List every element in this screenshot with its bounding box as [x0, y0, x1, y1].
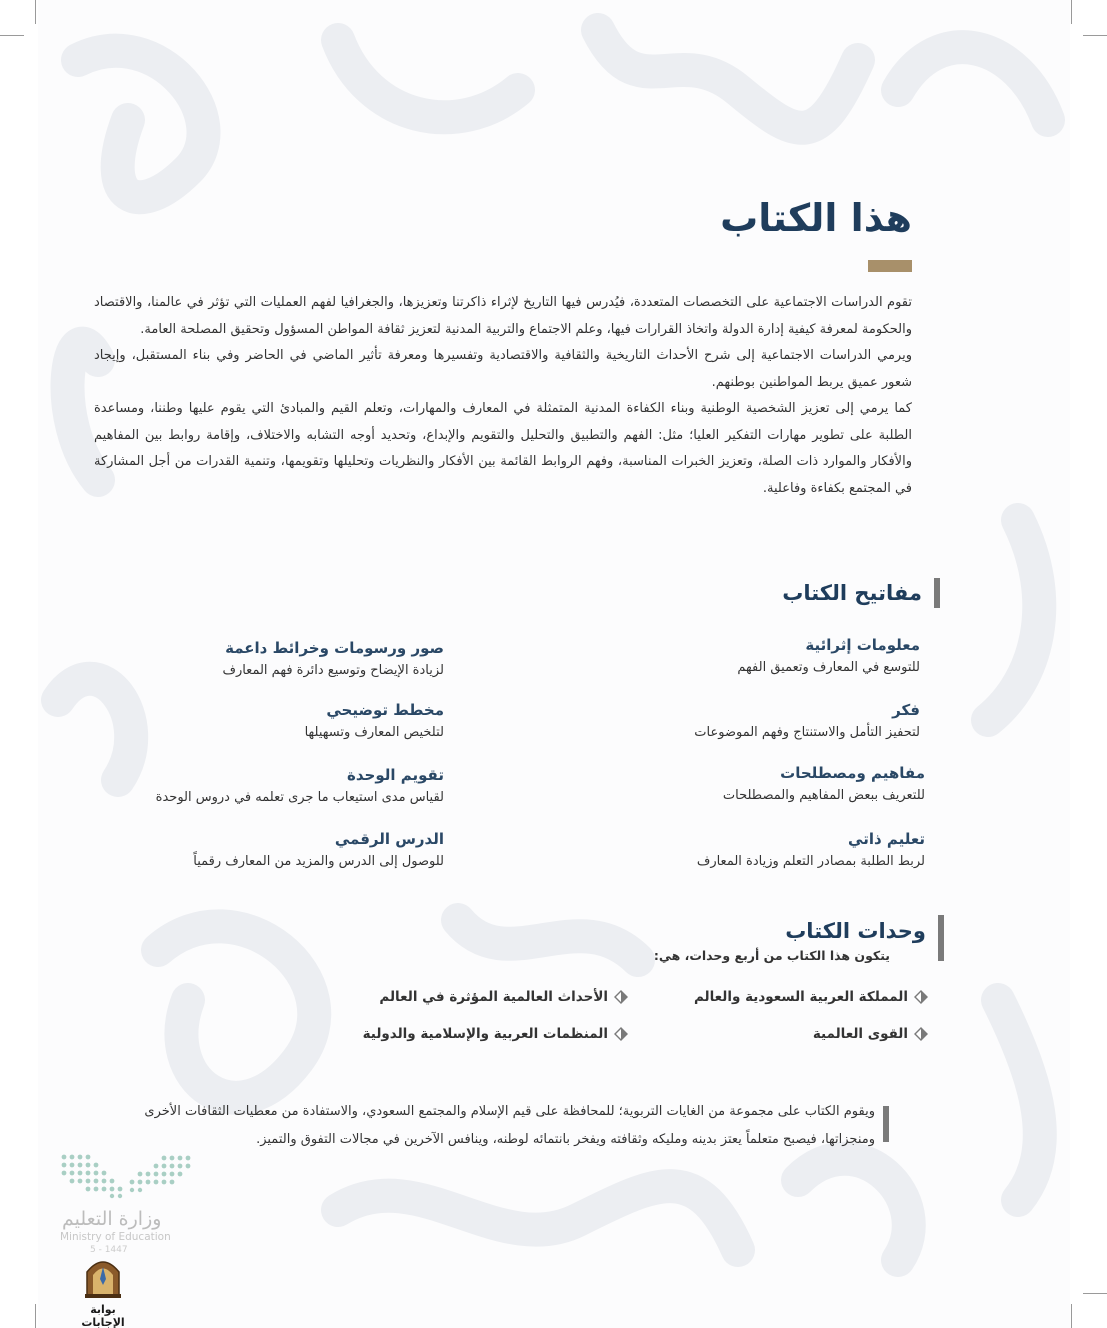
key-item-enrichment [737, 633, 920, 679]
ministry-year: 5 - 1447 [90, 1245, 128, 1255]
answers-gate-logo-icon [83, 1254, 123, 1298]
crop-mark-top-right-vertical [1071, 0, 1072, 24]
diamond-bullet-icon [914, 1027, 928, 1041]
intro-paragraph-2: ويرمي الدراسات الاجتماعية إلى شرح الأحداث التاريخية والثقافية والاقتصادية وتفسيرها ومعرفة تأثير الماضي في الحاضر وفي بناء المستقبل، وإيجاد شعور عميق يربط المواطنين بوطنهم. [94, 348, 912, 390]
key-desc: للتوسع في المعارف وتعميق الفهم [737, 660, 920, 675]
crop-mark-bottom-right [1083, 1293, 1107, 1294]
key-item-unit-assessment [156, 763, 444, 809]
crop-mark-top-right [1083, 35, 1107, 36]
diamond-bullet-icon [914, 990, 928, 1004]
key-title: تقويم الوحدة [347, 766, 444, 784]
ministry-logo [60, 1152, 210, 1255]
key-desc: لتلخيص المعارف وتسهيلها [304, 725, 444, 740]
heading-bar [934, 578, 940, 608]
unit-item [363, 1026, 628, 1042]
site-watermark [68, 1254, 138, 1328]
key-desc: لتحفيز التأمل والاستنتاج وفهم الموضوعات [694, 725, 920, 740]
heading-bar [938, 915, 944, 961]
intro-text [94, 290, 912, 502]
key-item-concepts [723, 761, 925, 807]
key-title: مخطط توضيحي [326, 701, 444, 719]
unit-item [694, 989, 928, 1005]
crop-mark-top-left-vertical [35, 0, 36, 24]
page-title: هذا الكتاب [720, 196, 912, 240]
closing-paragraph: ويقوم الكتاب على مجموعة من الغايات التربوية؛ للمحافظة على قيم الإسلام والمجتمع السعودي، والاستفادة من معطيات الثقافات الأخرى ومنجزاتها، فيصبح متعلماً يعتز بدينه ومليكه وثقافته ويفخر بانتمائه لوطنه، وينافس الآخرين في مجالات التفوق والتميز. [144, 1104, 875, 1147]
key-title: تعليم ذاتي [848, 830, 925, 848]
unit-label: الأحداث العالمية المؤثرة في العالم [379, 989, 608, 1005]
diamond-bullet-icon [614, 1027, 628, 1041]
key-desc: للتعريف ببعض المفاهيم والمصطلحات [722, 788, 925, 803]
key-desc: لربط الطلبة بمصادر التعلم وزيادة المعارف [696, 854, 925, 869]
key-title: الدرس الرقمي [334, 830, 444, 848]
unit-item [813, 1026, 928, 1042]
key-title: معلومات إثرائية [805, 636, 920, 654]
ministry-dots-icon [60, 1152, 194, 1200]
crop-mark-bottom-left-vertical [35, 1304, 36, 1328]
units-subtitle: يتكون هذا الكتاب من أربع وحدات، هي: [653, 948, 890, 963]
unit-item [379, 989, 628, 1005]
crop-mark-top-left [0, 35, 24, 36]
key-item-digital-lesson [193, 827, 444, 873]
title-underline [868, 260, 912, 272]
key-title: فكر [892, 701, 920, 719]
ministry-name-arabic: وزارة التعليم [62, 1208, 162, 1230]
key-item-self-learning [697, 827, 925, 873]
book-page [38, 0, 1070, 1328]
diamond-bullet-icon [614, 990, 628, 1004]
closing-bar [883, 1106, 889, 1142]
key-item-images-maps [222, 636, 444, 682]
intro-paragraph-1: تقوم الدراسات الاجتماعية على التخصصات المتعددة، فيُدرس فيها التاريخ لإثراء ذاكرتنا وتعزيزها، والجغرافيا لفهم العمليات التي تؤثر في عالمنا، والاقتصاد والحكومة لمعرفة كيفية إدارة الدولة واتخاذ القرارات فيها، وعلم الاجتماع والتربية المدنية لتعزيز ثقافة المواطن المسؤول وتحقيق المصلحة العامة. [94, 295, 912, 337]
key-title: صور ورسومات وخرائط داعمة [225, 639, 444, 657]
key-desc: لقياس مدى استيعاب ما جرى تعلمه في دروس الوحدة [155, 790, 444, 805]
crop-mark-bottom-right-vertical [1071, 1304, 1072, 1328]
intro-paragraph-3: كما يرمي إلى تعزيز الشخصية الوطنية وبناء الكفاءة المدنية المتمثلة في المعارف والمهارات، وتعلم القيم والمبادئ التي يقوم عليها وطننا، ومساعدة الطلبة على تطوير مهارات التفكير العليا؛ مثل: الفهم والتطبيق والتحليل والتقويم والإبداع، وتحديد أوجه التشابه والاختلاف، وإقامة روابط بين المفاهيم والأفكار والموارد ذات الصلة، وتعزيز الخبرات المناسبة، وفهم الروابط القائمة بين الأفكار والنظريات وتحليلها وتقويمها، وتنمية القدرات من أجل المشاركة في المجتمع بكفاءة وفاعلية. [94, 401, 912, 496]
watermark-text: بوابة الإجابات [81, 1303, 125, 1328]
key-title: مفاهيم ومصطلحات [780, 764, 925, 782]
unit-label: القوى العالمية [812, 1026, 908, 1042]
key-desc: للوصول إلى الدرس والمزيد من المعارف رقمياً [193, 854, 444, 869]
ministry-name-english: Ministry of Education [60, 1231, 171, 1243]
units-heading-text: وحدات الكتاب [785, 919, 926, 943]
unit-label: المملكة العربية السعودية والعالم [693, 989, 908, 1005]
keys-heading-text: مفاتيح الكتاب [782, 581, 922, 605]
key-desc: لزيادة الإيضاح وتوسيع دائرة فهم المعارف [222, 663, 444, 678]
key-item-diagram [305, 698, 444, 744]
unit-label: المنظمات العربية والإسلامية والدولية [362, 1026, 608, 1042]
keys-heading [782, 578, 940, 608]
key-item-think [694, 698, 920, 744]
